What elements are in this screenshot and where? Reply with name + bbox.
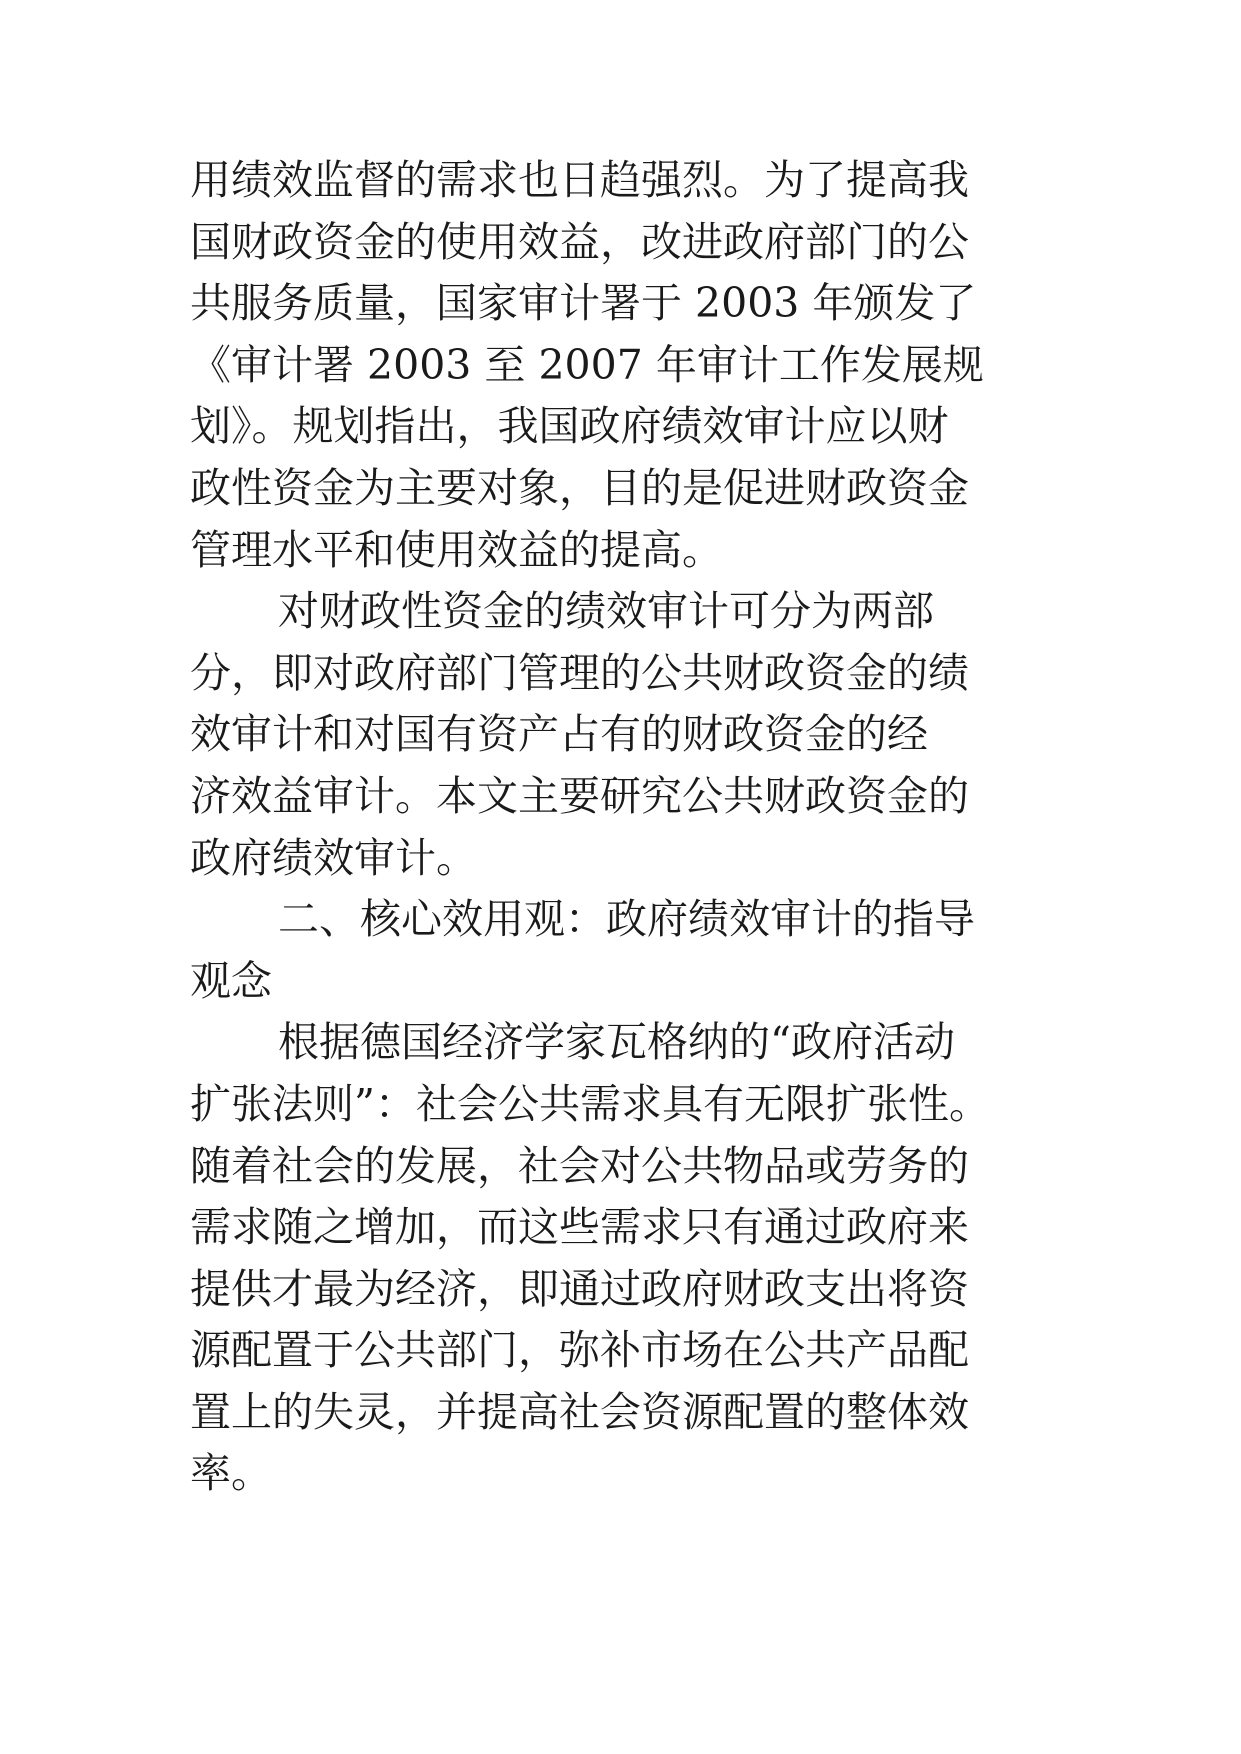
text-line: 率。 bbox=[190, 1449, 272, 1498]
text-line: 划》。规划指出，我国政府绩效审计应以财 bbox=[190, 402, 949, 451]
text-line: 源配置于公共部门，弥补市场在公共产品配 bbox=[190, 1326, 969, 1375]
text-line: 随着社会的发展，社会对公共物品或劳务的 bbox=[190, 1141, 969, 1190]
text-line: 扩张法则”：社会公共需求具有无限扩张性。 bbox=[190, 1079, 990, 1128]
text-line: 用绩效监督的需求也日趋强烈。为了提高我 bbox=[190, 156, 969, 204]
paragraph-first-line: 对财政性资金的绩效审计可分为两部 bbox=[278, 587, 934, 636]
text-line: 共服务质量，国家审计署于 2003 年颁发了 bbox=[190, 279, 977, 328]
text-line: 管理水平和使用效益的提高。 bbox=[190, 525, 723, 574]
body-text bbox=[190, 150, 1090, 1505]
section-heading: 二、核心效用观：政府绩效审计的指导 bbox=[278, 895, 975, 944]
text-line: 分，即对政府部门管理的公共财政资金的绩 bbox=[190, 648, 969, 697]
section-heading-continuation: 观念 bbox=[190, 956, 272, 1005]
text-line: 需求随之增加，而这些需求只有通过政府来 bbox=[190, 1203, 969, 1252]
text-line: 济效益审计。本文主要研究公共财政资金的 bbox=[190, 771, 969, 820]
text-line: 《审计署 2003 至 2007 年审计工作发展规 bbox=[190, 340, 984, 389]
text-line: 置上的失灵，并提高社会资源配置的整体效 bbox=[190, 1387, 969, 1436]
text-line: 政府绩效审计。 bbox=[190, 833, 477, 882]
text-line: 政性资金为主要对象，目的是促进财政资金 bbox=[190, 463, 969, 512]
text-line: 提供才最为经济，即通过政府财政支出将资 bbox=[190, 1264, 969, 1313]
text-line: 国财政资金的使用效益，改进政府部门的公 bbox=[190, 217, 969, 266]
paragraph-first-line: 根据德国经济学家瓦格纳的“政府活动 bbox=[278, 1018, 955, 1067]
text-line: 效审计和对国有资产占有的财政资金的经 bbox=[190, 710, 928, 759]
